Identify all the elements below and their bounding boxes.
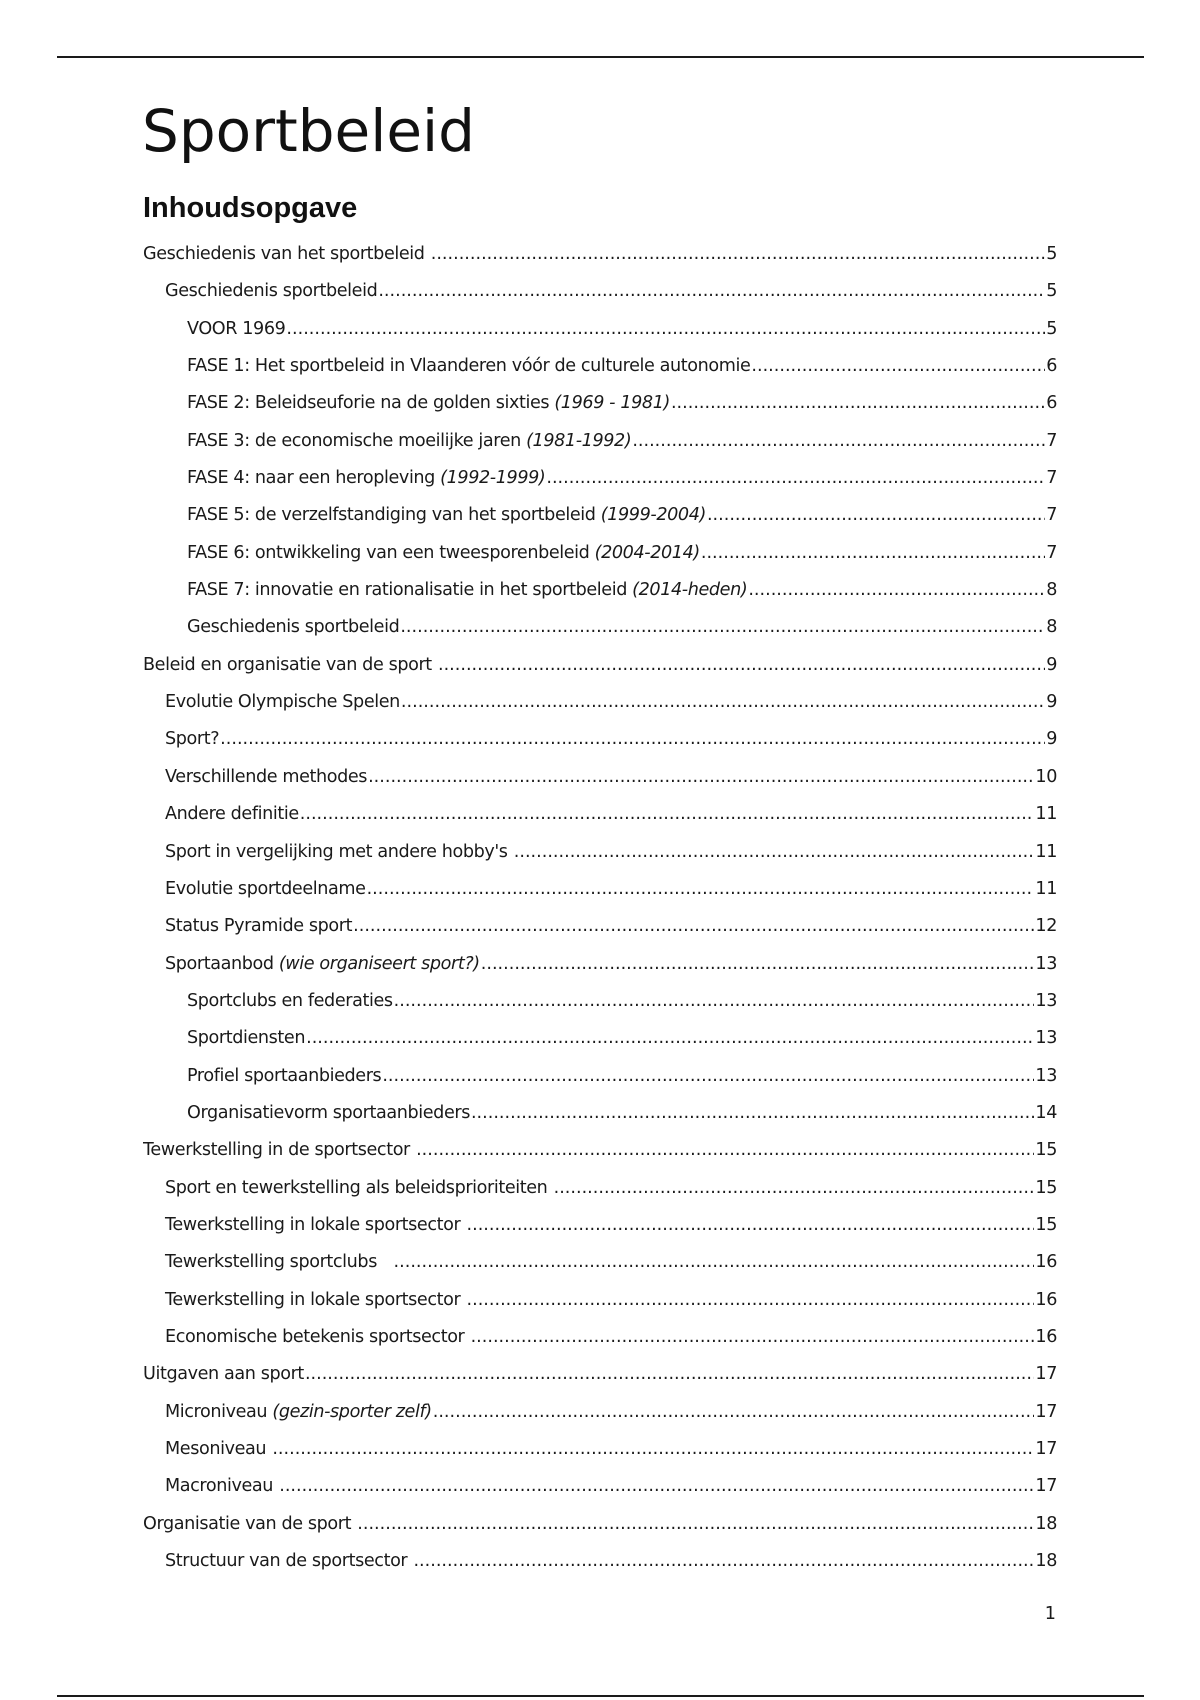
toc-entry-title (165, 946, 480, 983)
toc-page-number: 17 (1035, 1401, 1057, 1422)
toc-entry-title (187, 385, 670, 422)
toc-entry[interactable] (143, 1394, 1057, 1431)
toc-entry-title (165, 1207, 466, 1244)
toc-dot-leader (707, 497, 1045, 534)
toc-entry-label: VOOR 1969 (187, 318, 286, 339)
toc-dot-leader (413, 1543, 1034, 1580)
toc-page-number: 7 (1046, 430, 1057, 451)
toc-page-number: 7 (1046, 542, 1057, 563)
toc-entry-title (143, 236, 430, 273)
toc-dot-leader (400, 609, 1045, 646)
toc-page-number: 13 (1035, 1065, 1057, 1086)
toc-entry-title (165, 1282, 466, 1319)
toc-dot-leader (467, 1282, 1035, 1319)
toc-entry[interactable] (143, 796, 1057, 833)
toc-page-number: 9 (1046, 692, 1057, 713)
toc-entry[interactable] (143, 535, 1057, 572)
toc-page-number: 11 (1035, 804, 1057, 825)
toc-entry-label: Sportaanbod (165, 953, 279, 974)
toc-entry[interactable] (143, 834, 1057, 871)
toc-page-number: 13 (1035, 953, 1057, 974)
toc-entry[interactable] (143, 609, 1057, 646)
toc-entry-title (187, 497, 706, 534)
toc-dot-leader (394, 983, 1035, 1020)
toc-entry-label: Evolutie Olympische Spelen (165, 692, 400, 713)
toc-entry[interactable] (143, 348, 1057, 385)
toc-entry-label: Sport en tewerkstelling als beleidsprioriteiten (165, 1177, 553, 1198)
toc-entry-title (165, 1543, 412, 1580)
toc-entry[interactable] (143, 497, 1057, 534)
toc-entry-label: Status Pyramide sport (165, 916, 353, 937)
toc-page-number: 8 (1046, 580, 1057, 601)
toc-dot-leader (481, 946, 1035, 983)
toc-entry-title (165, 908, 352, 945)
toc-entry[interactable] (143, 946, 1057, 983)
toc-dot-leader (438, 647, 1045, 684)
toc-page-number: 5 (1046, 244, 1057, 264)
toc-entry[interactable] (143, 311, 1057, 348)
toc-entry-title (187, 535, 700, 572)
toc-entry[interactable] (143, 1506, 1057, 1543)
toc-entry[interactable] (143, 1244, 1057, 1281)
toc-entry-title (165, 1170, 553, 1207)
toc-dot-leader (671, 385, 1045, 422)
toc-entry-title (143, 1506, 356, 1543)
toc-dot-leader (382, 1058, 1034, 1095)
toc-page-number: 14 (1035, 1102, 1057, 1123)
toc-entry-title (187, 460, 545, 497)
toc-page-number: 11 (1035, 841, 1057, 862)
toc-dot-leader (306, 1020, 1034, 1057)
toc-entry[interactable] (143, 647, 1057, 684)
toc-entry-title (187, 1058, 381, 1095)
toc-entry-label: FASE 2: Beleidseuforie na de golden sixties (187, 393, 555, 414)
toc-entry[interactable] (143, 1058, 1057, 1095)
toc-entry-title (187, 1095, 470, 1132)
toc-dot-leader (368, 759, 1034, 796)
toc-page-number: 15 (1035, 1214, 1057, 1235)
toc-entry-title (165, 1394, 432, 1431)
toc-dot-leader (305, 1356, 1034, 1393)
toc-dot-leader (378, 273, 1045, 310)
toc-entry[interactable] (143, 1282, 1057, 1319)
toc-entry-label: Sport in vergelijking met andere hobby's (165, 841, 513, 862)
toc-page-number: 8 (1046, 617, 1057, 638)
toc-entry-label: Evolutie sportdeelname (165, 878, 366, 899)
toc-dot-leader (751, 348, 1045, 385)
top-rule (57, 56, 1144, 58)
toc-entry-label: Economische betekenis sportsector (165, 1326, 470, 1347)
toc-entry-date-range: (1981-1992) (526, 430, 632, 451)
toc-page-number: 10 (1035, 766, 1057, 787)
toc-entry-title (165, 684, 400, 721)
bottom-rule (57, 1695, 1144, 1697)
toc-entry[interactable] (143, 1207, 1057, 1244)
toc-page-number: 15 (1035, 1177, 1057, 1198)
toc-entry-label: Sportdiensten (187, 1028, 306, 1049)
toc-entry-title (165, 721, 219, 758)
toc-entry[interactable] (143, 423, 1057, 460)
toc-entry[interactable] (143, 908, 1057, 945)
toc-entry-label: Geschiedenis sportbeleid (187, 617, 400, 638)
toc-page-number: 17 (1035, 1439, 1057, 1459)
toc-entry-date-range: (2004-2014) (594, 542, 700, 563)
toc-dot-leader (220, 721, 1045, 758)
toc-dot-leader (701, 535, 1045, 572)
toc-entry[interactable] (143, 1170, 1057, 1207)
toc-entry-title (187, 311, 285, 348)
toc-entry-label: Macroniveau (165, 1476, 279, 1497)
toc-page-number: 13 (1035, 990, 1057, 1011)
toc-dot-leader (286, 311, 1045, 348)
toc-dot-leader (514, 834, 1035, 871)
toc-heading: Inhoudsopgave (143, 192, 358, 224)
toc-entry[interactable] (143, 1020, 1057, 1057)
toc-dot-leader (467, 1207, 1035, 1244)
toc-entry-label: Tewerkstelling in lokale sportsector (165, 1289, 466, 1310)
toc-entry[interactable] (143, 871, 1057, 908)
toc-entry[interactable] (143, 1356, 1057, 1393)
toc-entry-label: Tewerkstelling in de sportsector (143, 1140, 416, 1161)
toc-entry-title (165, 1319, 470, 1356)
toc-entry[interactable] (143, 1468, 1057, 1505)
toc-entry-title (165, 871, 366, 908)
toc-page-number: 11 (1035, 878, 1057, 899)
toc-dot-leader (471, 1095, 1034, 1132)
toc-page-number: 9 (1046, 729, 1057, 750)
toc-entry-label: Organisatie van de sport (143, 1513, 357, 1534)
toc-page-number: 15 (1035, 1140, 1057, 1161)
toc-entry-label: Geschiedenis sportbeleid (165, 281, 378, 302)
toc-page-number: 6 (1046, 393, 1057, 414)
toc-entry-date-range: (1992-1999) (440, 468, 546, 489)
toc-dot-leader (554, 1170, 1035, 1207)
toc-entry-label: Mesoniveau (165, 1439, 272, 1459)
toc-dot-leader (401, 684, 1045, 721)
toc-dot-leader (300, 796, 1035, 833)
toc-entry-title (165, 1244, 393, 1281)
toc-dot-leader (272, 1431, 1034, 1468)
toc-entry-title (143, 647, 437, 684)
toc-entry-label: FASE 3: de economische moeilijke jaren (187, 430, 527, 451)
toc-entry[interactable] (143, 460, 1057, 497)
toc-dot-leader (394, 1244, 1035, 1281)
toc-entry-label: Andere definitie (165, 804, 299, 825)
toc-entry-date-range: (1969 - 1981) (554, 393, 670, 414)
toc-dot-leader (433, 1394, 1035, 1431)
toc-entry-title (143, 1132, 415, 1169)
toc-entry-label: Sport? (165, 729, 220, 750)
toc-page-number: 16 (1035, 1326, 1057, 1347)
toc-entry-title (165, 796, 299, 833)
toc-entry-title (187, 609, 399, 646)
toc-entry-label: Geschiedenis van het sportbeleid (143, 244, 430, 264)
toc-page-number: 17 (1035, 1476, 1057, 1497)
toc-dot-leader (471, 1319, 1035, 1356)
toc-page-number: 7 (1046, 468, 1057, 489)
toc-page-number: 18 (1035, 1551, 1057, 1572)
toc-dot-leader (279, 1468, 1034, 1505)
toc-entry[interactable] (143, 759, 1057, 796)
toc-entry-label: Sportclubs en federaties (187, 990, 393, 1011)
toc-entry-label: Profiel sportaanbieders (187, 1065, 382, 1086)
toc-entry[interactable] (143, 684, 1057, 721)
toc-entry-title (187, 1020, 305, 1057)
toc-page-number: 12 (1035, 916, 1057, 937)
toc-entry-label: Structuur van de sportsector (165, 1551, 413, 1572)
toc-entry[interactable] (143, 721, 1057, 758)
toc-entry[interactable] (143, 572, 1057, 609)
toc-entry[interactable] (143, 273, 1057, 310)
toc-page-number: 5 (1046, 318, 1057, 339)
toc-entry-label: Tewerkstelling sportclubs (165, 1252, 393, 1273)
toc-entry-label: Verschillende methodes (165, 766, 368, 787)
toc-dot-leader (546, 460, 1045, 497)
toc-entry[interactable] (143, 1543, 1057, 1580)
toc-entry[interactable] (143, 236, 1057, 273)
toc-entry-label: FASE 1: Het sportbeleid in Vlaanderen vóór de culturele autonomie (187, 356, 751, 377)
toc-page-number: 6 (1046, 356, 1057, 377)
table-of-contents (143, 236, 1057, 1580)
document-title: Sportbeleid (142, 97, 475, 165)
toc-entry-title (165, 759, 367, 796)
toc-entry-label: Organisatievorm sportaanbieders (187, 1102, 470, 1123)
toc-entry-date-range: (gezin-sporter zelf) (272, 1401, 432, 1422)
toc-entry-title (165, 1431, 271, 1468)
toc-page-number: 16 (1035, 1289, 1057, 1310)
toc-page-number: 9 (1046, 654, 1057, 675)
toc-dot-leader (357, 1506, 1034, 1543)
toc-entry-title (143, 1356, 304, 1393)
toc-dot-leader (431, 236, 1045, 273)
toc-entry[interactable] (143, 1095, 1057, 1132)
toc-entry-label: FASE 7: innovatie en rationalisatie in het sportbeleid (187, 580, 633, 601)
toc-entry-label: FASE 4: naar een heropleving (187, 468, 441, 489)
toc-entry[interactable] (143, 1431, 1057, 1468)
toc-entry-title (187, 423, 631, 460)
toc-entry-label: Uitgaven aan sport (143, 1364, 304, 1385)
toc-entry-title (165, 273, 377, 310)
toc-entry-title (187, 572, 747, 609)
toc-entry-label: FASE 6: ontwikkeling van een tweesporenbeleid (187, 542, 595, 563)
toc-entry-date-range: (2014-heden) (632, 580, 748, 601)
toc-entry-title (165, 834, 513, 871)
toc-page-number: 5 (1046, 281, 1057, 302)
toc-dot-leader (748, 572, 1045, 609)
toc-page-number: 7 (1046, 505, 1057, 526)
toc-entry-date-range: (1999-2004) (600, 505, 706, 526)
toc-dot-leader (353, 908, 1034, 945)
toc-entry[interactable] (143, 385, 1057, 422)
toc-entry-label: FASE 5: de verzelfstandiging van het sportbeleid (187, 505, 601, 526)
toc-dot-leader (416, 1132, 1034, 1169)
toc-page-number: 16 (1035, 1252, 1057, 1273)
toc-entry[interactable] (143, 1319, 1057, 1356)
toc-entry-date-range: (wie organiseert sport?) (278, 953, 480, 974)
toc-dot-leader (632, 423, 1045, 460)
toc-page-number: 18 (1035, 1513, 1057, 1534)
page-number: 1 (1044, 1604, 1056, 1624)
toc-entry-title (165, 1468, 278, 1505)
toc-entry-label: Microniveau (165, 1401, 273, 1422)
toc-entry-title (187, 983, 393, 1020)
toc-entry-label: Beleid en organisatie van de sport (143, 654, 437, 675)
toc-entry-title (187, 348, 750, 385)
toc-dot-leader (367, 871, 1035, 908)
toc-page-number: 13 (1035, 1028, 1057, 1049)
toc-page-number: 17 (1035, 1364, 1057, 1385)
toc-entry[interactable] (143, 1132, 1057, 1169)
toc-entry[interactable] (143, 983, 1057, 1020)
toc-entry-label: Tewerkstelling in lokale sportsector (165, 1214, 466, 1235)
